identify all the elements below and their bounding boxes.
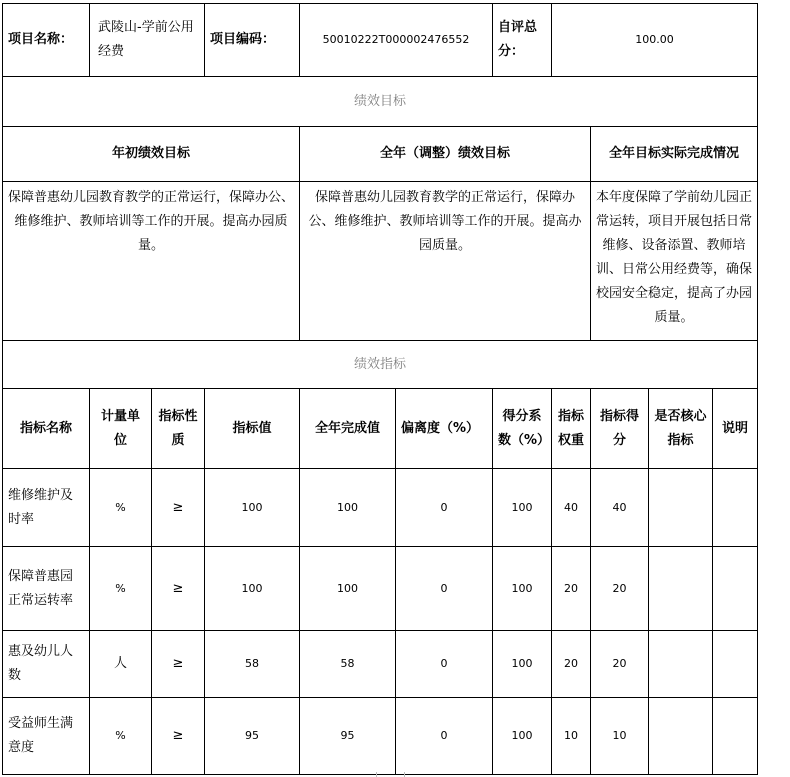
project-code-label: 项目编码： bbox=[205, 4, 300, 77]
table-row bbox=[3, 631, 758, 698]
indicators-section-title: 绩效指标 bbox=[3, 341, 758, 389]
indicator-unit: % bbox=[90, 469, 152, 547]
goals-section-title: 绩效目标 bbox=[3, 77, 758, 127]
indicators-section-row bbox=[3, 341, 758, 389]
indicator-target-value: 100 bbox=[205, 469, 300, 547]
header-deviation: 偏离度（%） bbox=[396, 389, 493, 469]
indicator-unit: % bbox=[90, 547, 152, 631]
header-score: 指标得分 bbox=[591, 389, 649, 469]
indicator-deviation: 0 bbox=[396, 698, 493, 775]
indicator-actual-value: 58 bbox=[300, 631, 396, 698]
project-info-row bbox=[3, 4, 758, 77]
indicator-note bbox=[713, 547, 758, 631]
indicator-score-coef: 100 bbox=[493, 631, 552, 698]
indicator-score: 20 bbox=[591, 547, 649, 631]
indicator-actual-value: 100 bbox=[300, 469, 396, 547]
indicators-header-row bbox=[3, 389, 758, 469]
indicator-unit: % bbox=[90, 698, 152, 775]
adjusted-goal-text: 保障普惠幼儿园教育教学的正常运行，保障办公、维修维护、教师培训等工作的开展。提高办园质量。 bbox=[300, 182, 591, 341]
table-row bbox=[3, 698, 758, 775]
header-score-coef: 得分系数（%） bbox=[493, 389, 552, 469]
indicator-weight: 40 bbox=[552, 469, 591, 547]
indicator-nature: ≥ bbox=[152, 469, 205, 547]
indicator-note bbox=[713, 698, 758, 775]
self-score-value: 100.00 bbox=[552, 4, 758, 77]
project-name-label: 项目名称： bbox=[3, 4, 90, 77]
table-continuation-mark bbox=[404, 772, 405, 777]
indicator-note bbox=[713, 631, 758, 698]
actual-completion-text: 本年度保障了学前幼儿园正常运转，项目开展包括日常维修、设备添置、教师培训、日常公用经费等，确保校园安全稳定，提高了办园质量。 bbox=[591, 182, 758, 341]
indicator-core bbox=[649, 469, 713, 547]
table-continuation-mark bbox=[376, 772, 377, 777]
indicator-deviation: 0 bbox=[396, 547, 493, 631]
indicator-actual-value: 100 bbox=[300, 547, 396, 631]
self-score-label: 自评总分： bbox=[493, 4, 552, 77]
header-indicator-name: 指标名称 bbox=[3, 389, 90, 469]
project-code-value: 50010222T000002476552 bbox=[300, 4, 493, 77]
header-unit: 计量单位 bbox=[90, 389, 152, 469]
indicator-target-value: 58 bbox=[205, 631, 300, 698]
header-target-value: 指标值 bbox=[205, 389, 300, 469]
indicator-nature: ≥ bbox=[152, 547, 205, 631]
indicator-score: 20 bbox=[591, 631, 649, 698]
table-row bbox=[3, 547, 758, 631]
adjusted-goal-header: 全年（调整）绩效目标 bbox=[300, 127, 591, 182]
header-nature: 指标性质 bbox=[152, 389, 205, 469]
indicator-deviation: 0 bbox=[396, 631, 493, 698]
indicator-weight: 10 bbox=[552, 698, 591, 775]
initial-goal-header: 年初绩效目标 bbox=[3, 127, 300, 182]
indicator-target-value: 100 bbox=[205, 547, 300, 631]
indicator-core bbox=[649, 547, 713, 631]
indicator-name: 维修维护及时率 bbox=[3, 469, 90, 547]
indicator-weight: 20 bbox=[552, 547, 591, 631]
indicator-weight: 20 bbox=[552, 631, 591, 698]
indicator-score-coef: 100 bbox=[493, 698, 552, 775]
indicator-name: 保障普惠园正常运转率 bbox=[3, 547, 90, 631]
indicator-target-value: 95 bbox=[205, 698, 300, 775]
indicator-name: 受益师生满意度 bbox=[3, 698, 90, 775]
indicator-score-coef: 100 bbox=[493, 547, 552, 631]
indicator-score: 10 bbox=[591, 698, 649, 775]
project-name-value: 武陵山-学前公用经费 bbox=[90, 4, 205, 77]
actual-completion-header: 全年目标实际完成情况 bbox=[591, 127, 758, 182]
indicator-note bbox=[713, 469, 758, 547]
indicator-core bbox=[649, 631, 713, 698]
indicator-nature: ≥ bbox=[152, 631, 205, 698]
indicator-score: 40 bbox=[591, 469, 649, 547]
indicator-name: 惠及幼儿人数 bbox=[3, 631, 90, 698]
goals-section-row bbox=[3, 77, 758, 127]
indicator-actual-value: 95 bbox=[300, 698, 396, 775]
indicator-unit: 人 bbox=[90, 631, 152, 698]
goals-header-row bbox=[3, 127, 758, 182]
header-note: 说明 bbox=[713, 389, 758, 469]
indicator-deviation: 0 bbox=[396, 469, 493, 547]
indicator-score-coef: 100 bbox=[493, 469, 552, 547]
goals-content-row bbox=[3, 182, 758, 341]
indicator-nature: ≥ bbox=[152, 698, 205, 775]
header-weight: 指标权重 bbox=[552, 389, 591, 469]
header-core: 是否核心指标 bbox=[649, 389, 713, 469]
performance-evaluation-table bbox=[2, 3, 758, 775]
initial-goal-text: 保障普惠幼儿园教育教学的正常运行，保障办公、维修维护、教师培训等工作的开展。提高办园质量。 bbox=[3, 182, 300, 341]
table-row bbox=[3, 469, 758, 547]
header-actual-value: 全年完成值 bbox=[300, 389, 396, 469]
indicator-core bbox=[649, 698, 713, 775]
